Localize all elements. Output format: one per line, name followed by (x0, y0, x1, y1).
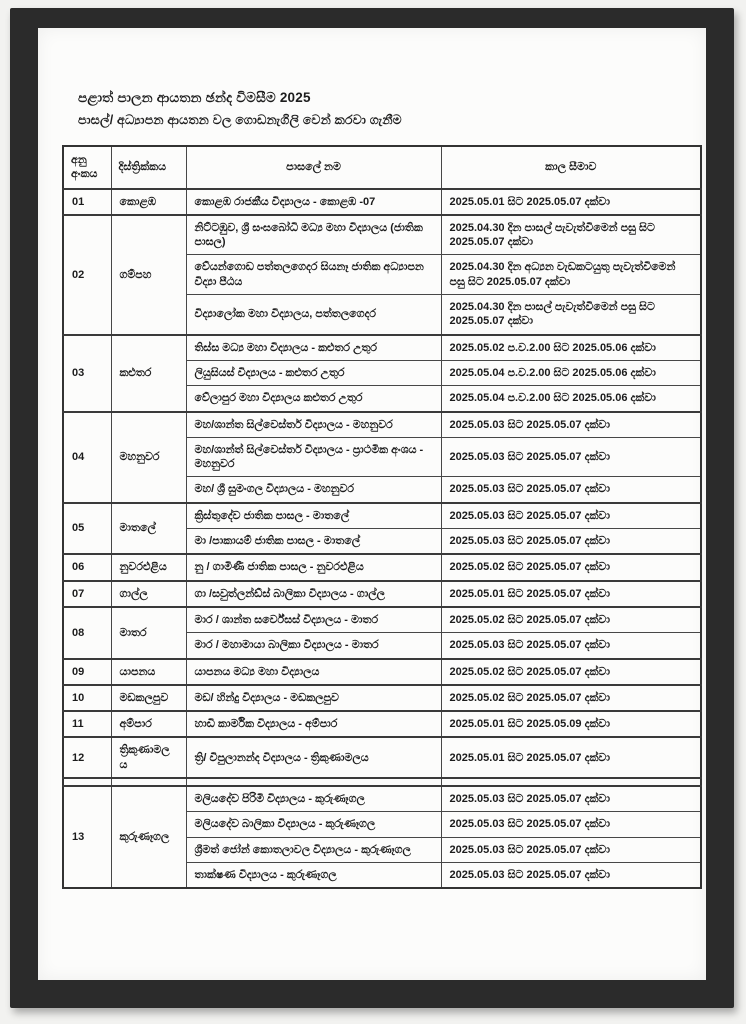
group-batticaloa (63, 685, 701, 711)
row-spacer (63, 778, 701, 786)
period-cell: 2025.05.02 සිට 2025.05.07 දක්වා (441, 607, 701, 633)
district-cell: නුවරඑළිය (111, 554, 186, 580)
district-cell: ත්‍රිකුණාමලය (111, 737, 186, 778)
group-matara (63, 607, 701, 659)
period-cell: 2025.05.01 සිට 2025.05.07 දක්වා (441, 189, 701, 215)
period-cell: 2025.05.03 සිට 2025.05.07 දක්වා (441, 437, 701, 477)
school-cell: ක්‍රිස්තුදේව ජාතික පාසල - මාතලේ (186, 503, 441, 529)
serial-cell: 12 (63, 737, 111, 778)
spacer-cell (111, 778, 186, 786)
header-serial: අනු අංකය (63, 146, 111, 189)
period-cell: 2025.05.02 ප.ව.2.00 සිට 2025.05.06 දක්වා (441, 335, 701, 361)
school-cell: මා /පාකායම් ජාතික පාසල - මාතලේ (186, 529, 441, 555)
district-cell: මාතර (111, 607, 186, 659)
school-cell: මහ/ ශ්‍රී සුමංගල විද්‍යාලය - මහනුවර (186, 477, 441, 503)
district-cell: යාපනය (111, 659, 186, 685)
period-cell: 2025.05.02 සිට 2025.05.07 දක්වා (441, 659, 701, 685)
period-cell: 2025.04.30 දින අධ්‍යන වැඩකටයුතු පැවැත්වීමෙන් පසු සිට 2025.05.07 දක්වා (441, 255, 701, 295)
schedule-table (62, 145, 702, 889)
period-cell: 2025.05.03 සිට 2025.05.07 දක්වා (441, 529, 701, 555)
group-trincomalee (63, 737, 701, 778)
period-cell: 2025.05.01 සිට 2025.05.07 දක්වා (441, 581, 701, 607)
header-school: පාසලේ නම (186, 146, 441, 189)
serial-cell: 05 (63, 503, 111, 555)
table-row (63, 685, 701, 711)
header-period: කාල සීමාව (441, 146, 701, 189)
spacer-cell (441, 778, 701, 786)
district-cell: කොළඹ (111, 189, 186, 215)
period-cell: 2025.05.02 සිට 2025.05.07 දක්වා (441, 685, 701, 711)
table-row (63, 412, 701, 438)
period-cell: 2025.05.03 සිට 2025.05.07 දක්වා (441, 786, 701, 812)
period-cell: 2025.05.01 සිට 2025.05.07 දක්වා (441, 737, 701, 778)
table-row (63, 581, 701, 607)
district-cell: කුරුණෑගල (111, 786, 186, 888)
school-cell: වේයන්ගොඩ පත්තලගෙදර සියනෑ ජාතික අධ්‍යාපන විද්‍යා පීඨය (186, 255, 441, 295)
document-title: පළාත් පාලන ආයතන ඡන්ද විමසීම 2025 (78, 90, 311, 105)
group-kalutara (63, 335, 701, 412)
table-row (63, 189, 701, 215)
serial-cell: 04 (63, 412, 111, 503)
school-cell: නිට්ටඹුව, ශ්‍රී සංඝබෝධි මධ්‍ය මහා විද්‍යාලය (ජාතික පාසල) (186, 215, 441, 255)
schedule-table-wrapper (62, 145, 706, 889)
period-cell: 2025.05.03 සිට 2025.05.07 දක්වා (441, 503, 701, 529)
serial-cell: 13 (63, 786, 111, 888)
document-subtitle: පාසල්/ අධ්‍යාපන ආයතන වල ගොඩනැගිලි වෙන් කරවා ගැනීම (78, 113, 402, 127)
serial-cell: 03 (63, 335, 111, 412)
school-cell: මාර / ශාන්ත සර්වේසස් විද්‍යාලය - මාතර (186, 607, 441, 633)
period-cell: 2025.04.30 දින පාසල් පැවැත්වීමෙන් පසු සිට 2025.05.07 දක්වා (441, 215, 701, 255)
group-kandy (63, 412, 701, 503)
document-page (38, 28, 706, 980)
school-cell: ලියුසියස් විද්‍යාලය - කළුතර උතුර (186, 360, 441, 385)
group-colombo (63, 189, 701, 215)
period-cell: 2025.05.02 සිට 2025.05.07 දක්වා (441, 554, 701, 580)
serial-cell: 01 (63, 189, 111, 215)
school-cell: මාර / මහාමායා බාලිකා විද්‍යාලය - මාතර (186, 633, 441, 659)
serial-cell: 06 (63, 554, 111, 580)
spacer-cell (63, 778, 111, 786)
school-cell: මඩ/ හින්දු විද්‍යාලය - මඩකලපුව (186, 685, 441, 711)
group-galle (63, 581, 701, 607)
table-row (63, 554, 701, 580)
table-row (63, 786, 701, 812)
table-row (63, 335, 701, 361)
table-row (63, 711, 701, 737)
group-jaffna (63, 659, 701, 685)
school-cell: කොළඹ රාජකීය විද්‍යාලය - කොළඹ -07 (186, 189, 441, 215)
period-cell: 2025.05.03 සිට 2025.05.07 දක්වා (441, 412, 701, 438)
serial-cell: 11 (63, 711, 111, 737)
period-cell: 2025.05.03 සිට 2025.05.07 දක්වා (441, 477, 701, 503)
school-cell: මහ/ශාන්ත් සිල්වෙස්තර් විද්‍යාලය - ප්‍රාථමික අංශය - මහනුවර (186, 437, 441, 477)
school-cell: ශ්‍රීමත් ජෝන් කොතලාවල විද්‍යාලය - කුරුණෑගල (186, 837, 441, 862)
district-cell: කළුතර (111, 335, 186, 412)
school-cell: මලියදේව පිරිමි විද්‍යාලය - කුරුණෑගල (186, 786, 441, 812)
table-row (63, 659, 701, 685)
table-row (63, 607, 701, 633)
district-cell: මාතලේ (111, 503, 186, 555)
spacer-cell (186, 778, 441, 786)
group-nuwara-eliya (63, 554, 701, 580)
district-cell: ගම්පහ (111, 215, 186, 335)
school-cell: ත්‍රි/ විපුලානන්ද විද්‍යාලය - ත්‍රිකුණාමලය (186, 737, 441, 778)
period-cell: 2025.05.01 සිට 2025.05.09 දක්වා (441, 711, 701, 737)
table-header (63, 146, 701, 189)
row-spacer (63, 778, 701, 786)
group-matale (63, 503, 701, 555)
school-cell: විද්‍යාලෝක මහා විද්‍යාලය, පත්තලගෙදර (186, 295, 441, 335)
school-cell: මලියදේව බාලිකා විද්‍යාලය - කුරුණෑගල (186, 812, 441, 837)
period-cell: 2025.05.04 ප.ව.2.00 සිට 2025.05.06 දක්වා (441, 386, 701, 412)
school-cell: ගා /සවුත්ලන්ඩ්ස් බාලිකා විද්‍යාලය - ගාල්ල (186, 581, 441, 607)
header-row (63, 146, 701, 189)
table-row (63, 737, 701, 778)
group-ampara (63, 711, 701, 737)
school-cell: තිස්ස මධ්‍ය මහා විද්‍යාලය - කළුතර උතුර (186, 335, 441, 361)
document-photo-frame (10, 8, 734, 1008)
school-cell: මහ/ශාන්ත සිල්වෙස්තර් විද්‍යාලය - මහනුවර (186, 412, 441, 438)
table-row (63, 215, 701, 255)
period-cell: 2025.05.03 සිට 2025.05.07 දක්වා (441, 862, 701, 888)
school-cell: නු / ගාමිණී ජාතික පාසල - නුවරඑළිය (186, 554, 441, 580)
period-cell: 2025.04.30 දින පාසල් පැවැත්වීමෙන් පසු සිට 2025.05.07 දක්වා (441, 295, 701, 335)
period-cell: 2025.05.04 ප.ව.2.00 සිට 2025.05.06 දක්වා (441, 360, 701, 385)
district-cell: මඩකලපුව (111, 685, 186, 711)
period-cell: 2025.05.03 සිට 2025.05.07 දක්වා (441, 633, 701, 659)
district-cell: ගාල්ල (111, 581, 186, 607)
school-cell: හාඩි කාර්මික විද්‍යාලය - අම්පාර (186, 711, 441, 737)
school-cell: වේලාපුර මහා විද්‍යාලය කළුතර උතුර (186, 386, 441, 412)
school-cell: තාක්ෂණ විද්‍යාලය - කුරුණෑගල (186, 862, 441, 888)
group-gampaha (63, 215, 701, 335)
serial-cell: 09 (63, 659, 111, 685)
serial-cell: 10 (63, 685, 111, 711)
serial-cell: 08 (63, 607, 111, 659)
school-cell: යාපනය මධ්‍ය මහා විද්‍යාලය (186, 659, 441, 685)
table-row (63, 503, 701, 529)
header-district: දිස්ත්‍රික්කය (111, 146, 186, 189)
document-header (78, 90, 706, 128)
period-cell: 2025.05.03 සිට 2025.05.07 දක්වා (441, 812, 701, 837)
district-cell: මහනුවර (111, 412, 186, 503)
period-cell: 2025.05.03 සිට 2025.05.07 දක්වා (441, 837, 701, 862)
serial-cell: 02 (63, 215, 111, 335)
group-kurunegala (63, 786, 701, 888)
serial-cell: 07 (63, 581, 111, 607)
district-cell: අම්පාර (111, 711, 186, 737)
